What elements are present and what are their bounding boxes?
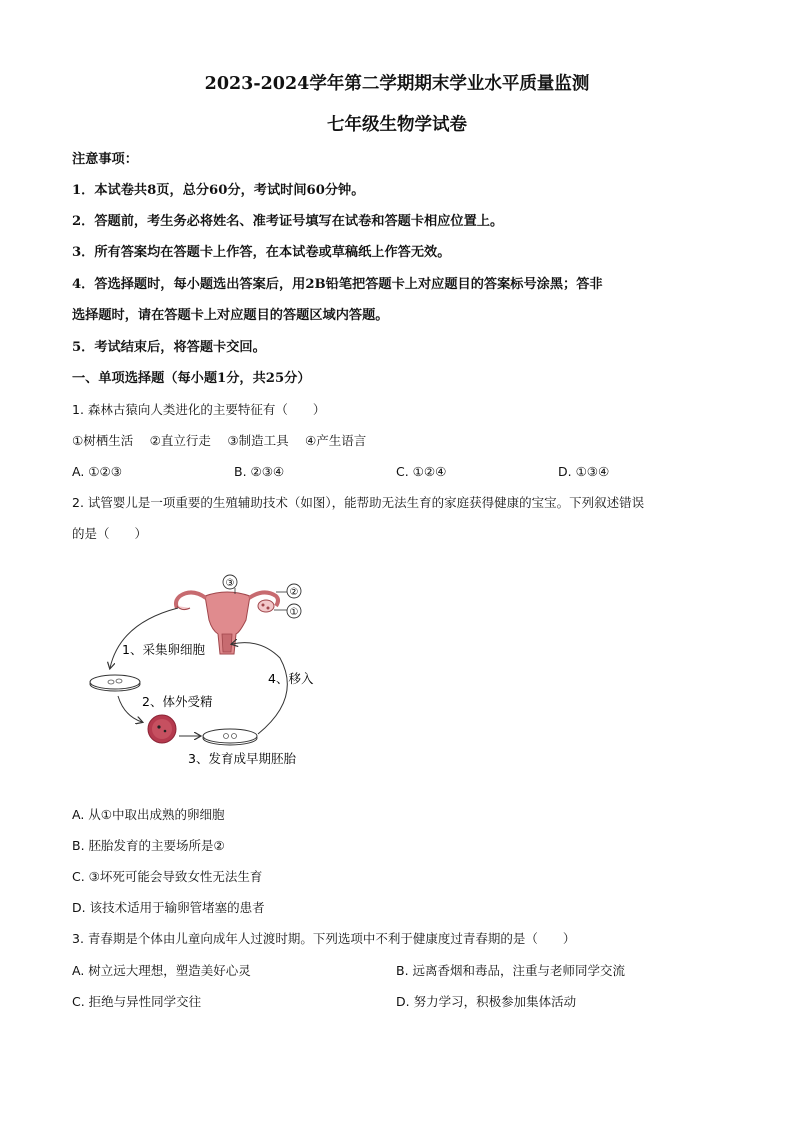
q1-option-c[interactable]: C. ①②④: [396, 464, 447, 479]
q1-option-b[interactable]: B. ②③④: [234, 464, 285, 479]
q3-option-c[interactable]: C. 拒绝与异性同学交往: [72, 994, 202, 1009]
q2-stem: 2. 试管婴儿是一项重要的生殖辅助技术（如图），能帮助无法生育的家庭获得健康的宝宝。下列叙述错误: [72, 495, 645, 510]
petri-dish-1: [90, 675, 140, 691]
arrow-transfer: [232, 643, 287, 734]
step-1-label: 1、采集卵细胞: [122, 642, 205, 657]
note-item-3: 3．所有答案均在答题卡上作答，在本试卷或草稿纸上作答无效。: [72, 245, 451, 260]
exam-title: 2023-2024学年第二学期期末学业水平质量监测: [204, 74, 590, 94]
q2-option-b[interactable]: B. 胚胎发育的主要场所是②: [72, 838, 225, 853]
q2-option-d[interactable]: D. 该技术适用于输卵管堵塞的患者: [72, 900, 265, 915]
q2-option-c[interactable]: C. ③坏死可能会导致女性无法生育: [72, 869, 263, 884]
petri-dish-2: [203, 729, 257, 745]
q3-option-b[interactable]: B. 远离香烟和毒品，注重与老师同学交流: [396, 963, 626, 978]
q1-option-d[interactable]: D. ①③④: [558, 464, 610, 479]
marker-1: ①: [289, 607, 299, 618]
q2-option-a[interactable]: A. 从①中取出成熟的卵细胞: [72, 807, 225, 822]
q3-stem: 3. 青春期是个体由儿童向成年人过渡时期。下列选项中不利于健康度过青春期的是（ ）: [72, 931, 576, 946]
note-item-5: 5．考试结束后，将答题卡交回。: [72, 340, 266, 355]
q1-stem: 1. 森林古猿向人类进化的主要特征有（ ）: [72, 402, 326, 417]
notes-heading: 注意事项：: [72, 152, 138, 167]
q3-option-d[interactable]: D. 努力学习，积极参加集体活动: [396, 994, 577, 1009]
arrow-fertilize: [118, 696, 142, 722]
q1-features: ①树栖生活 ②直立行走 ③制造工具 ④产生语言: [72, 433, 367, 448]
note-item-4-cont: 选择题时，请在答题卡上对应题目的答题区域内答题。: [72, 308, 389, 323]
note-item-4: 4．答选择题时，每小题选出答案后，用2B铅笔把答题卡上对应题目的答案标号涂黑；答非: [72, 277, 603, 292]
step-2-label: 2、体外受精: [142, 694, 213, 709]
ivf-diagram: [80, 568, 350, 778]
marker-2: ②: [289, 587, 299, 598]
fertilized-egg: [148, 715, 176, 743]
note-item-2: 2．答题前，考生务必将姓名、准考证号填写在试卷和答题卡相应位置上。: [72, 214, 504, 229]
q3-option-a[interactable]: A. 树立远大理想，塑造美好心灵: [72, 963, 251, 978]
note-item-1: 1．本试卷共8页，总分60分，考试时间60分钟。: [72, 183, 365, 198]
q1-option-a[interactable]: A. ①②③: [72, 464, 122, 479]
step-4-label: 4、移入: [268, 671, 314, 686]
marker-3: ③: [225, 578, 235, 589]
section-heading: 一、单项选择题（每小题1分，共25分）: [72, 371, 311, 386]
step-3-label: 3、发育成早期胚胎: [188, 751, 296, 766]
exam-subtitle: 七年级生物学试卷: [327, 115, 467, 135]
q2-stem-cont: 的是（ ）: [72, 526, 148, 541]
arrow-collect: [110, 608, 178, 668]
